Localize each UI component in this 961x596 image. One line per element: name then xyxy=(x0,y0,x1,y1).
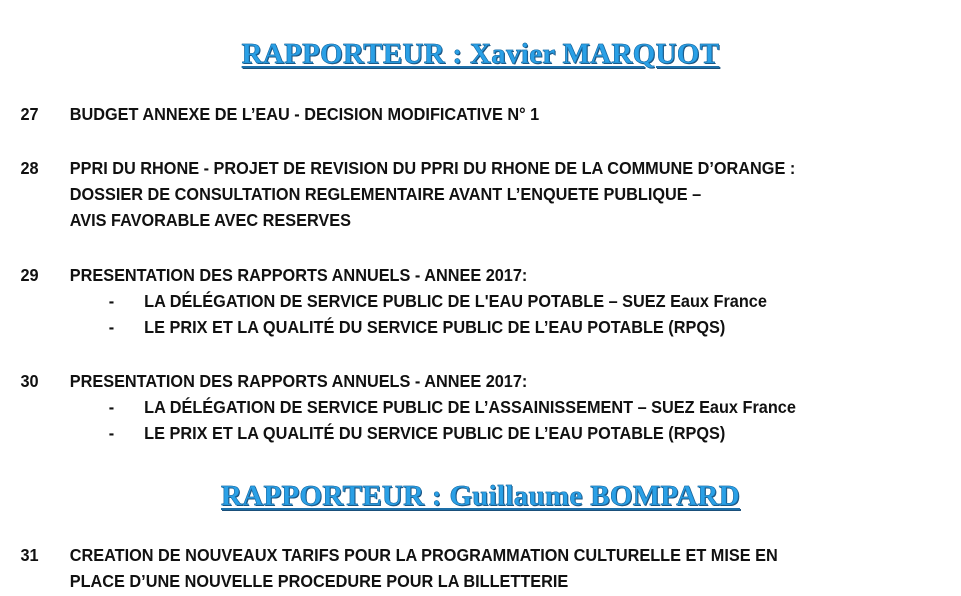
rapporteur-heading: RAPPORTEUR : Xavier MARQUOT xyxy=(241,38,720,70)
dash-marker: - xyxy=(108,423,115,443)
sub-item xyxy=(70,394,796,420)
sub-item-text: LE PRIX ET LA QUALITÉ DU SERVICE PUBLIC DE L’EAU POTABLE (RPQS) xyxy=(144,317,726,337)
item-text: PRESENTATION DES RAPPORTS ANNUELS - ANNEE 2017: xyxy=(69,265,528,285)
item-text: DOSSIER DE CONSULTATION REGLEMENTAIRE AVANT L’ENQUETE PUBLIQUE – xyxy=(69,184,702,204)
item-text: PPRI DU RHONE - PROJET DE REVISION DU PPRI DU RHONE DE LA COMMUNE D’ORANGE : xyxy=(69,158,796,178)
item-text: BUDGET ANNEXE DE L’EAU - DECISION MODIFICATIVE N° 1 xyxy=(69,104,540,124)
item-text: PLACE D’UNE NOUVELLE PROCEDURE POUR LA BILLETTERIE xyxy=(69,571,569,591)
dash-marker: - xyxy=(108,291,115,311)
sub-item xyxy=(70,420,796,446)
sub-item-text: LA DÉLÉGATION DE SERVICE PUBLIC DE L'EAU POTABLE – SUEZ Eaux France xyxy=(144,291,767,311)
sub-item-text: LA DÉLÉGATION DE SERVICE PUBLIC DE L’ASSAINISSEMENT – SUEZ Eaux France xyxy=(144,397,796,417)
item-text: CREATION DE NOUVEAUX TARIFS POUR LA PROGRAMMATION CULTURELLE ET MISE EN xyxy=(69,545,778,565)
item-number: 30 xyxy=(20,371,39,391)
sub-item xyxy=(70,314,767,340)
dash-marker: - xyxy=(108,317,115,337)
sub-item xyxy=(70,288,767,314)
item-text: AVIS FAVORABLE AVEC RESERVES xyxy=(69,210,352,230)
rapporteur-heading: RAPPORTEUR : Guillaume BOMPARD xyxy=(221,480,740,512)
dash-marker: - xyxy=(108,397,115,417)
item-number: 31 xyxy=(20,545,39,565)
item-number: 27 xyxy=(20,104,39,124)
item-number: 28 xyxy=(20,158,39,178)
item-number: 29 xyxy=(20,265,39,285)
item-text: PRESENTATION DES RAPPORTS ANNUELS - ANNEE 2017: xyxy=(69,371,528,391)
sub-item-text: LE PRIX ET LA QUALITÉ DU SERVICE PUBLIC DE L’EAU POTABLE (RPQS) xyxy=(144,423,726,443)
